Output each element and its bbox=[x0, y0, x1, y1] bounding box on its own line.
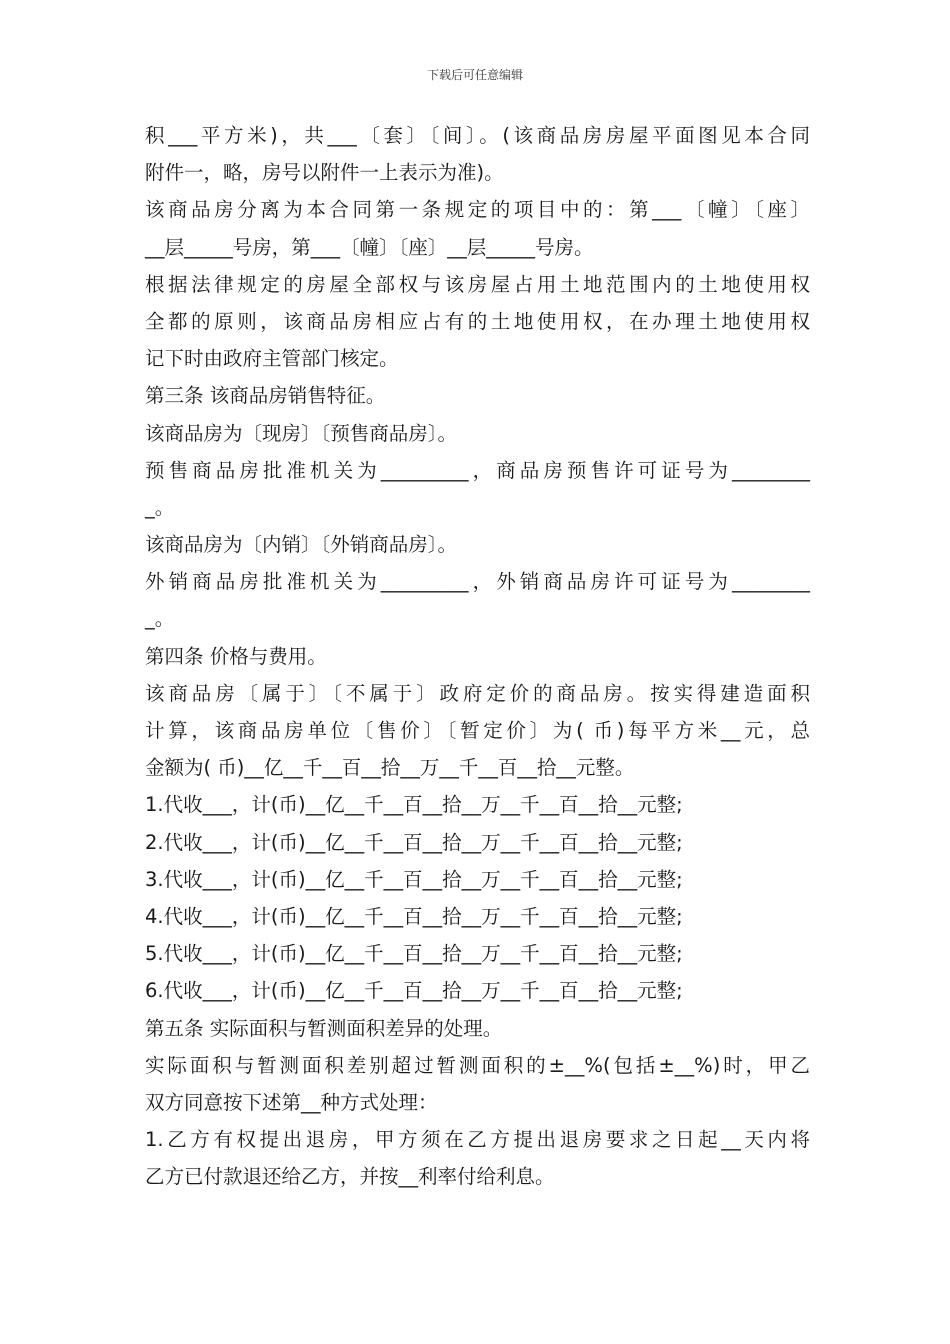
text-line: __层_____号房，第___〔幢〕〔座〕__层_____号房。 bbox=[145, 235, 594, 259]
text-line: 附件一，略，房号以附件一上表示为准)。 bbox=[145, 161, 504, 185]
text-line: 该商品房为〔现房〕〔预售商品房〕。 bbox=[145, 421, 458, 445]
article-heading: 第四条 价格与费用。 bbox=[145, 644, 327, 668]
document-body bbox=[145, 117, 810, 1195]
fee-line: 1.代收___，计(币)__亿__千__百__拾__万__千__百__拾__元整; bbox=[145, 793, 683, 817]
text-line: 乙方已付款退还给乙方，并按__利率付给利息。 bbox=[145, 1165, 555, 1189]
page-header: 下载后可任意编辑 bbox=[426, 68, 523, 82]
text-line: 计算，该商品房单位〔售价〕〔暂定价〕为( 币)每平方米__元，总 bbox=[145, 719, 810, 742]
text-line: 记下时由政府主管部门核定。 bbox=[145, 347, 399, 371]
text-line: 根据法律规定的房屋全部权与该房屋占用土地范围内的土地使用权 bbox=[145, 272, 810, 296]
fee-line: 6.代收___，计(币)__亿__千__百__拾__万__千__百__拾__元整; bbox=[145, 979, 683, 1003]
fee-line: 3.代收___，计(币)__亿__千__百__拾__万__千__百__拾__元整; bbox=[145, 867, 683, 891]
text-line: _。 bbox=[145, 607, 175, 631]
text-line: 该商品房分离为本合同第一条规定的项目中的：第___〔幢〕〔座〕 bbox=[145, 198, 810, 222]
text-line: 该商品房为〔内销〕〔外销商品房〕。 bbox=[145, 533, 458, 557]
text-line: 外销商品房批准机关为_________，外销商品房许可证号为________ bbox=[145, 570, 810, 594]
text-line: 金额为( 币)__亿__千__百__拾__万__千__百__拾__元整。 bbox=[145, 756, 635, 780]
fee-line: 4.代收___，计(币)__亿__千__百__拾__万__千__百__拾__元整; bbox=[145, 904, 683, 928]
text-line: 1.乙方有权提出退房，甲方须在乙方提出退房要求之日起__天内将 bbox=[145, 1128, 810, 1152]
text-line: 双方同意按下述第__种方式处理： bbox=[145, 1090, 438, 1114]
article-heading: 第五条 实际面积与暂测面积差异的处理。 bbox=[145, 1016, 503, 1040]
article-heading: 第三条 该商品房销售特征。 bbox=[145, 384, 386, 408]
text-line: 积___平方米)，共___〔套〕〔间〕。(该商品房房屋平面图见本合同 bbox=[145, 124, 810, 147]
fee-line: 2.代收___，计(币)__亿__千__百__拾__万__千__百__拾__元整; bbox=[145, 830, 683, 854]
text-line: 全都的原则，该商品房相应占有的土地使用权，在办理土地使用权 bbox=[145, 309, 810, 333]
fee-line: 5.代收___，计(币)__亿__千__百__拾__万__千__百__拾__元整; bbox=[145, 942, 683, 966]
text-line: _。 bbox=[145, 495, 175, 519]
text-line: 该商品房〔属于〕〔不属于〕政府定价的商品房。按实得建造面积 bbox=[145, 681, 810, 705]
text-line: 预售商品房批准机关为_________，商品房预售许可证号为________ bbox=[145, 458, 810, 482]
text-line: 实际面积与暂测面积差别超过暂测面积的±__%(包括±__%)时，甲乙 bbox=[145, 1053, 810, 1077]
